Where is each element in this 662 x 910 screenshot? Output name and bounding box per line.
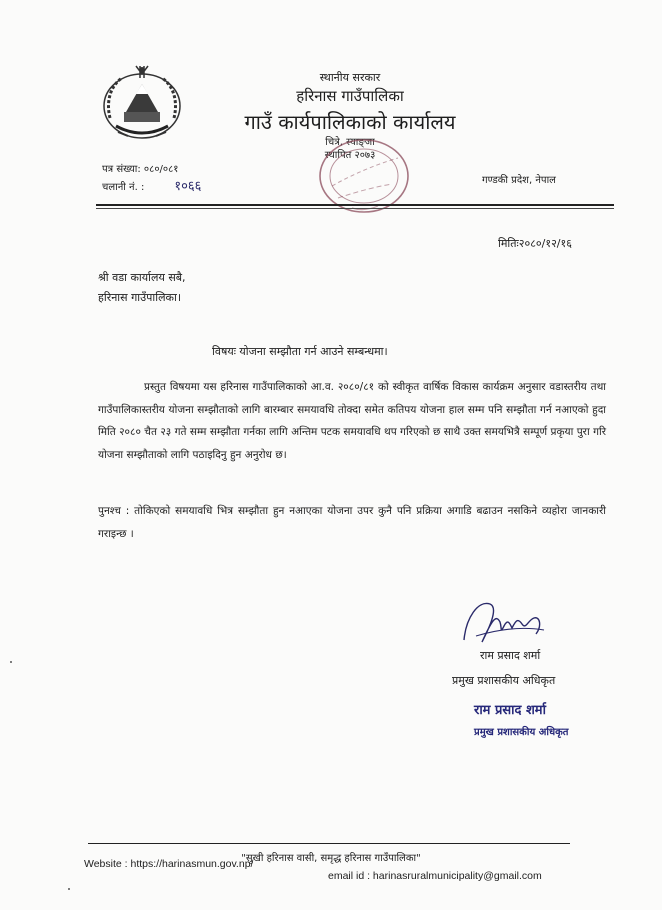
- dispatch-number-row: [102, 178, 201, 196]
- footer-slogan: "सुखी हरिनास वासी, समृद्ध हरिनास गाउँपालिका": [241, 853, 421, 864]
- signatory-title: प्रमुख प्रशासकीय अधिकृत: [452, 674, 556, 687]
- reference-block: [102, 161, 201, 196]
- subject-line: विषयः योजना सम्झौता गर्न आउने सम्बन्धमा।: [212, 345, 388, 358]
- addressee-block: [98, 268, 186, 308]
- header-divider: [96, 204, 614, 206]
- header-address-line2: स्थापित २०७३: [324, 150, 376, 161]
- office-seal-icon: [308, 128, 420, 224]
- signatory-name: राम प्रसाद शर्मा: [480, 649, 541, 662]
- scan-speck: [68, 888, 70, 890]
- footer-divider: [88, 843, 570, 844]
- title-stamp: प्रमुख प्रशासकीय अधिकृत: [474, 727, 569, 738]
- letter-number: पत्र संख्या: ०८०/०८१: [102, 164, 179, 175]
- scan-speck: [10, 661, 12, 663]
- signature-icon: [456, 590, 548, 650]
- dispatch-number: १०६६: [174, 179, 202, 194]
- letter-body: प्रस्तुत विषयमा यस हरिनास गाउँपालिकाको आ.व. २०८०/८१ को स्वीकृत वार्षिक विकास कार्यक्रम अनुसार वडास्तरीय तथा गाउँपालिकास्तरीय योजना सम्झौताको लागि बारम्बार समयावधि तोक्दा समेत कतिपय योजना हाल सम्म पनि सम्झौता गर्न नआएको हुदा मिति २०८० चैत २३ गते सम्म सम्झौता गर्नका लागि अन्तिम पटक समयावधि थप गरिएको छ साथै उक्त समयभित्रै सम्पूर्ण प्रकृया पुरा गरि योजना सम्झौताको लागि पठाइदिनु हुन अनुरोध छ।: [98, 381, 606, 461]
- addressee-line2: हरिनास गाउँपालिका।: [98, 291, 182, 304]
- header-address-line1: चित्रे, स्याङ्जा: [325, 137, 375, 148]
- nepal-emblem-icon: [96, 62, 188, 144]
- header-office: गाउँ कार्यपालिकाको कार्यालय: [244, 110, 456, 134]
- header-government: स्थानीय सरकार: [319, 71, 381, 84]
- header-municipality: हरिनास गाउँपालिका: [296, 87, 404, 105]
- postscript: पुनश्च : तोकिएको समयावधि भित्र सम्झौता हुन नआएका योजना उपर कुनै पनि प्रक्रिया अगाडि बढाउन नसकिने व्यहोरा जानकारी गराइन्छ ।: [98, 505, 606, 540]
- addressee-line1: श्री वडा कार्यालय सबै,: [98, 271, 186, 284]
- province-label: गण्डकी प्रदेश, नेपाल: [482, 175, 556, 186]
- dispatch-label: चलानी नं. :: [102, 182, 145, 193]
- name-stamp: राम प्रसाद शर्मा: [474, 703, 546, 718]
- footer-email: email id : harinasruralmunicipality@gmail.com: [328, 870, 542, 882]
- letter-date: मितिः२०८०/१२/१६: [498, 237, 572, 250]
- footer-website: Website : https://harinasmun.gov.np/: [84, 858, 254, 870]
- header-divider-thin: [96, 208, 614, 209]
